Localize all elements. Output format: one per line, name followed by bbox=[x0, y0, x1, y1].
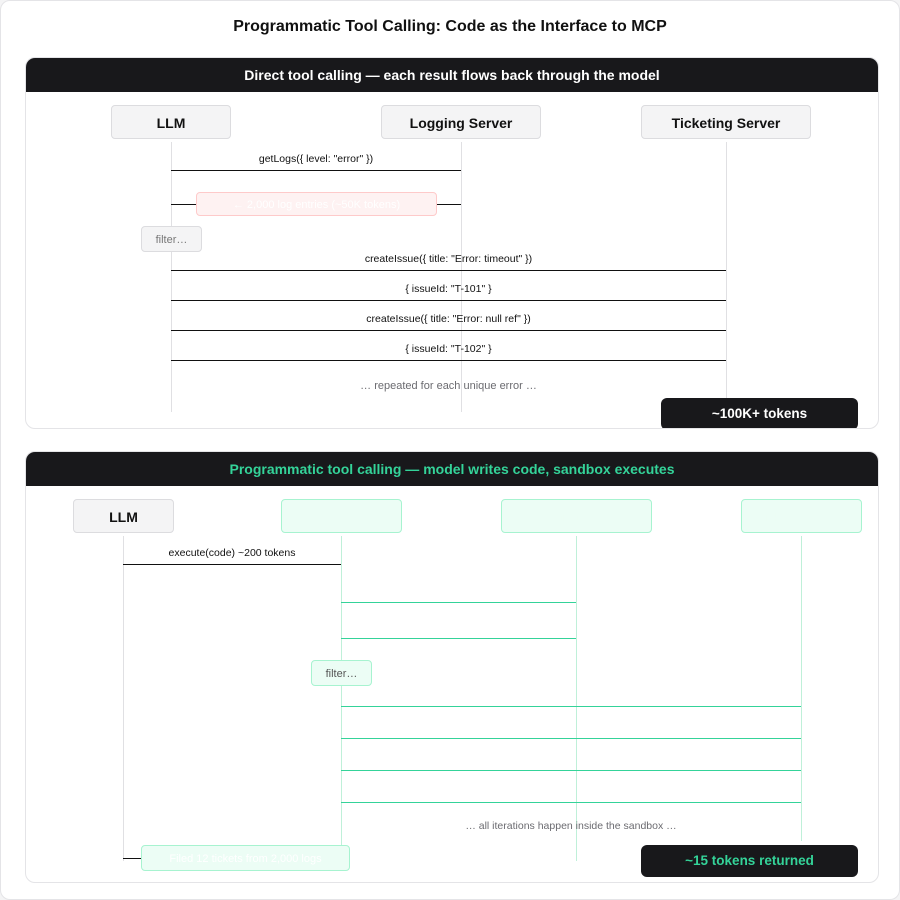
sandbox-getlogs-arrow bbox=[341, 602, 576, 603]
direct-panel-header: Direct tool calling — each result flows back through the model bbox=[26, 58, 878, 92]
create-issue-nullref-arrow bbox=[171, 330, 726, 331]
direct-sequence-body bbox=[26, 92, 878, 428]
logging-lifeline-2 bbox=[576, 536, 577, 861]
filter-box: filter… bbox=[141, 226, 202, 252]
create-issue-timeout-label: createIssue({ title: "Error: timeout" }) bbox=[364, 253, 533, 265]
execute-code-label: execute(code) ~200 tokens bbox=[168, 547, 296, 559]
programmatic-token-badge: ~15 tokens returned bbox=[641, 845, 858, 877]
ticketing-lifeline bbox=[726, 142, 727, 412]
ticketing-lifeline-2 bbox=[801, 536, 802, 841]
llm-actor-2: LLM bbox=[73, 499, 174, 533]
sandbox-create-issue-arrow-2 bbox=[341, 770, 801, 771]
sandbox-lifeline bbox=[341, 536, 342, 866]
issue-t101-label: { issueId: "T-101" } bbox=[405, 283, 492, 295]
direct-token-badge: ~100K+ tokens bbox=[661, 398, 858, 429]
programmatic-panel-header: Programmatic tool calling — model writes code, sandbox executes bbox=[26, 452, 878, 486]
create-issue-timeout-arrow bbox=[171, 270, 726, 271]
get-logs-label: getLogs({ level: "error" }) bbox=[258, 153, 374, 165]
sandbox-issue-return-arrow-2 bbox=[341, 802, 801, 803]
direct-calling-panel bbox=[25, 57, 879, 429]
iterations-note: … all iterations happen inside the sandbox … bbox=[465, 820, 677, 832]
llm-lifeline-2 bbox=[123, 536, 124, 861]
llm-actor: LLM bbox=[111, 105, 231, 139]
sandbox-create-issue-arrow-1 bbox=[341, 706, 801, 707]
log-result-box: ← 2,000 log entries (~50K tokens) bbox=[196, 192, 437, 216]
issue-t101-arrow bbox=[171, 300, 726, 301]
logging-server-actor-2: Logging Server bbox=[501, 499, 652, 533]
execute-code-arrow bbox=[123, 564, 341, 565]
programmatic-sequence-body bbox=[26, 486, 878, 882]
get-logs-arrow bbox=[171, 170, 461, 171]
sandbox-actor: Sandbox bbox=[281, 499, 402, 533]
repeat-note: … repeated for each unique error … bbox=[360, 380, 537, 392]
issue-t102-arrow bbox=[171, 360, 726, 361]
diagram-title: Programmatic Tool Calling: Code as the Interface to MCP bbox=[233, 18, 667, 35]
create-issue-nullref-label: createIssue({ title: "Error: null ref" }) bbox=[366, 313, 531, 325]
programmatic-calling-panel bbox=[25, 451, 879, 883]
issue-t102-label: { issueId: "T-102" } bbox=[405, 343, 492, 355]
ticketing-server-actor: Ticketing Server bbox=[641, 105, 811, 139]
result-box: Filed 12 tickets from 2,000 logs bbox=[141, 845, 350, 871]
sandbox-filter-box: filter… bbox=[311, 660, 372, 686]
sandbox-issue-return-arrow-1 bbox=[341, 738, 801, 739]
logging-lifeline bbox=[461, 142, 462, 412]
sandbox-logs-return-arrow bbox=[341, 638, 576, 639]
ticketing-server-actor-2: Ticketing Server bbox=[741, 499, 862, 533]
logging-server-actor: Logging Server bbox=[381, 105, 541, 139]
llm-lifeline bbox=[171, 142, 172, 412]
result-return-arrow bbox=[123, 858, 143, 859]
